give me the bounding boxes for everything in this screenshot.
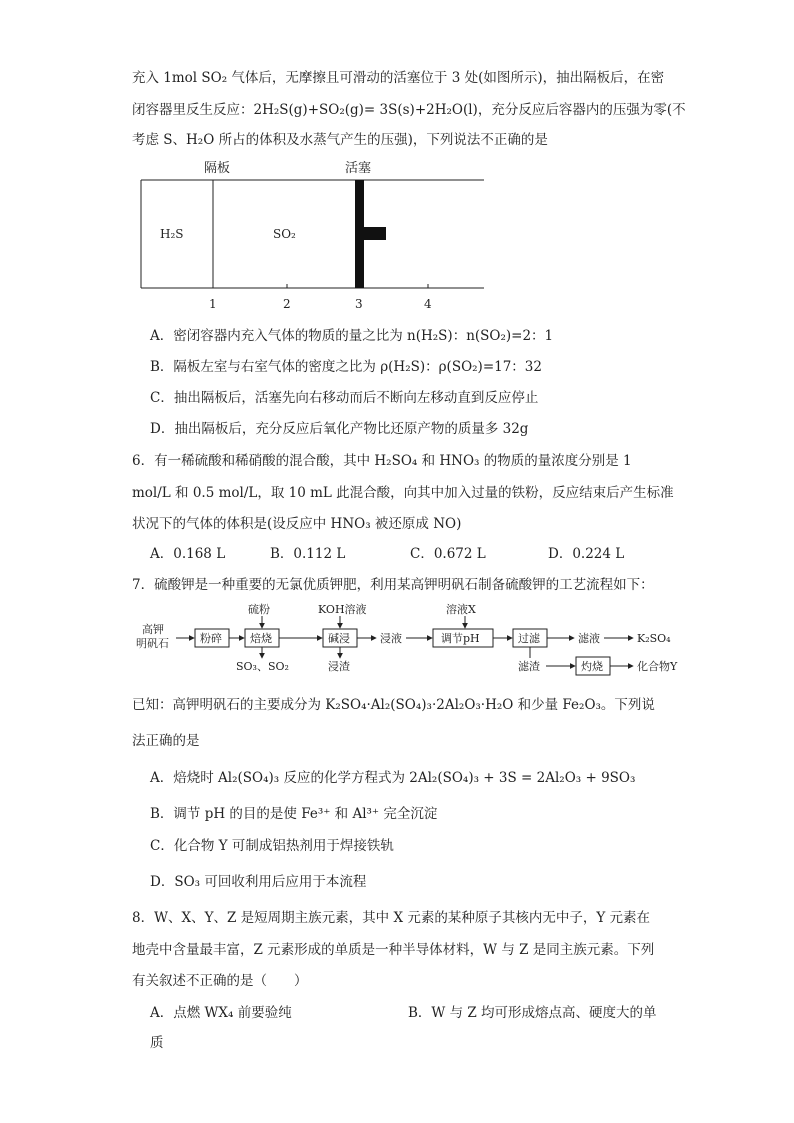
q8-stem-line-3: 有关叙述不正确的是（ ） xyxy=(132,973,308,989)
q6-option-c: C．0.672 L xyxy=(410,546,486,562)
tick-label-4: 4 xyxy=(424,297,432,311)
process-flow-diagram xyxy=(128,600,708,680)
q7-option-a: A．焙烧时 Al₂(SO₄)₃ 反应的化学方程式为 2Al₂(SO₄)₃ + 3S = 2Al₂O₃ + 9SO₃ xyxy=(150,770,636,786)
filter-label: 过滤 xyxy=(518,632,540,645)
q6-stem-line-3: 状况下的气体的体积是(设反应中 HNO₃ 被还原成 NO) xyxy=(132,516,462,532)
q5-option-c: C．抽出隔板后，活塞先向右移动而后不断向左移动直到反应停止 xyxy=(150,390,539,406)
solution-x-label: 溶液X xyxy=(446,603,476,616)
intro-line-1: 充入 1mol SO₂ 气体后，无摩擦且可滑动的活塞位于 3 处(如图所示)，抽出隔板后，在密 xyxy=(132,70,665,86)
sulfur-powder-label: 硫粉 xyxy=(248,603,270,616)
leach-residue-label: 浸渣 xyxy=(328,660,350,673)
calcine-label: 灼烧 xyxy=(581,660,603,673)
adjust-ph-label: 调节pH xyxy=(441,632,480,645)
q6-option-a: A．0.168 L xyxy=(150,546,226,562)
left-gas-label: H₂S xyxy=(160,227,184,241)
raw-material-line-2: 明矾石 xyxy=(136,637,169,650)
compound-y-label: 化合物Y xyxy=(637,660,678,673)
q7-known-line-2: 法正确的是 xyxy=(132,733,200,749)
filter-residue-label: 滤渣 xyxy=(518,660,540,673)
piston-label: 活塞 xyxy=(345,161,372,176)
alkali-leach-label: 碱浸 xyxy=(328,632,350,645)
partition-label: 隔板 xyxy=(204,161,231,176)
koh-label: KOH溶液 xyxy=(318,603,367,616)
q5-option-d: D．抽出隔板后，充分反应后氧化产物比还原产物的质量多 32g xyxy=(150,421,529,437)
q7-option-d: D．SO₃ 可回收利用后应用于本流程 xyxy=(150,874,367,890)
q7-stem: 7．硫酸钾是一种重要的无氯优质钾肥，利用某高钾明矾石制备硫酸钾的工艺流程如下： xyxy=(132,577,654,593)
q8-option-b-continued: 质 xyxy=(150,1035,164,1051)
piston-rod xyxy=(355,180,364,288)
tick-label-1: 1 xyxy=(209,297,217,311)
q7-option-c: C．化合物 Y 可制成铝热剂用于焊接铁轨 xyxy=(150,838,394,854)
q8-stem-line-2: 地壳中含量最丰富，Z 元素形成的单质是一种半导体材料，W 与 Z 是同主族元素。下列 xyxy=(132,942,655,958)
k2so4-label: K₂SO₄ xyxy=(637,632,671,645)
filtrate-label: 滤液 xyxy=(578,632,600,645)
gas-out-label: SO₃、SO₂ xyxy=(236,660,289,673)
q5-option-a: A．密闭容器内充入气体的物质的量之比为 n(H₂S)：n(SO₂)=2：1 xyxy=(150,328,554,344)
q8-option-a: A．点燃 WX₄ 前要验纯 xyxy=(150,1005,292,1021)
q5-option-b: B．隔板左室与右室气体的密度之比为 ρ(H₂S)：ρ(SO₂)=17：32 xyxy=(150,359,542,375)
tick-label-3: 3 xyxy=(355,297,363,311)
crush-label: 粉碎 xyxy=(200,632,222,645)
q7-known-line-1: 已知：高钾明矾石的主要成分为 K₂SO₄·Al₂(SO₄)₃·2Al₂O₃·H₂O 和少量 Fe₂O₃。下列说 xyxy=(132,697,655,713)
q8-stem-line-1: 8．W、X、Y、Z 是短周期主族元素，其中 X 元素的某种原子其核内无中子，Y 元素在 xyxy=(132,910,651,926)
roast-label: 焙烧 xyxy=(250,632,272,645)
q6-option-b: B．0.112 L xyxy=(270,546,346,562)
tick-label-2: 2 xyxy=(283,297,291,311)
intro-line-3: 考虑 S、H₂O 所占的体积及水蒸气产生的压强)，下列说法不正确的是 xyxy=(132,132,548,148)
raw-material-line-1: 高钾 xyxy=(142,623,164,636)
q7-option-b: B．调节 pH 的目的是使 Fe³⁺ 和 Al³⁺ 完全沉淀 xyxy=(150,806,438,822)
q8-option-b: B．W 与 Z 均可形成熔点高、硬度大的单 xyxy=(408,1005,657,1021)
q6-stem-line-2: mol/L 和 0.5 mol/L，取 10 mL 此混合酸，向其中加入过量的铁粉，反应结束后产生标准 xyxy=(132,485,674,501)
q6-option-d: D．0.224 L xyxy=(548,546,625,562)
right-gas-label: SO₂ xyxy=(273,227,296,241)
leachate-label: 浸液 xyxy=(380,632,402,645)
intro-line-2: 闭容器里反生反应：2H₂S(g)+SO₂(g)= 3S(s)+2H₂O(l)，充分反应后容器内的压强为零(不 xyxy=(132,102,686,118)
q6-stem-line-1: 6．有一稀硫酸和稀硝酸的混合酸，其中 H₂SO₄ 和 HNO₃ 的物质的量浓度分别是 1 xyxy=(132,453,632,469)
container-figure xyxy=(130,158,500,314)
piston-handle xyxy=(364,227,386,240)
